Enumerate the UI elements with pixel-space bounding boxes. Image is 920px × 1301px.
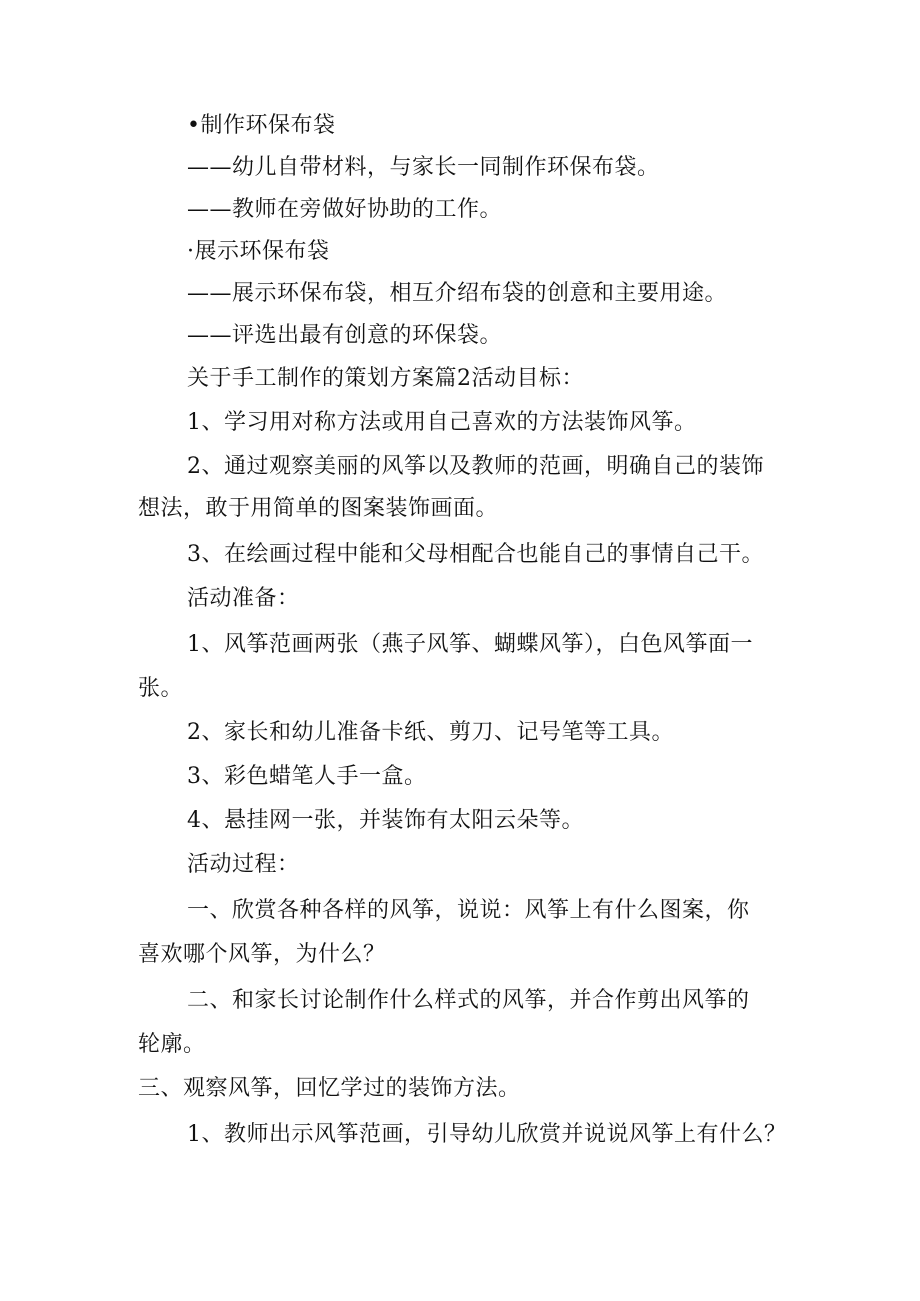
bullet-heading-make-bag: •制作环保布袋	[187, 113, 336, 138]
text-line: 轮廓。	[138, 1032, 206, 1057]
text-line: ——评选出最有创意的环保袋。	[187, 323, 503, 348]
text-line: 一、欣赏各种各样的风筝，说说：风筝上有什么图案，你	[187, 898, 750, 923]
text-line: 三、观察风筝，回忆学过的装饰方法。	[138, 1076, 521, 1101]
text-line: 2、通过观察美丽的风筝以及教师的范画，明确自己的装饰	[187, 454, 764, 479]
text-line: 想法，敢于用简单的图案装饰画面。	[138, 496, 499, 521]
subheading-process: 活动过程：	[187, 852, 300, 877]
text-line: 张。	[138, 676, 184, 701]
text-line: 2、家长和幼儿准备卡纸、剪刀、记号笔等工具。	[187, 720, 674, 745]
text-line: 喜欢哪个风筝，为什么？	[138, 942, 386, 967]
section-heading: 关于手工制作的策划方案篇2活动目标：	[187, 366, 584, 391]
text-line: ——幼儿自带材料，与家长一同制作环保布袋。	[187, 155, 660, 180]
text-line: ——教师在旁做好协助的工作。	[187, 197, 503, 222]
text-line: 3、彩色蜡笔人手一盒。	[187, 764, 427, 789]
text-line: 1、风筝范画两张（燕子风筝、蝴蝶风筝），白色风筝面一	[187, 632, 753, 657]
text-line: 1、教师出示风筝范画，引导幼儿欣赏并说说风筝上有什么？	[187, 1122, 787, 1147]
text-line: ——展示环保布袋，相互介绍布袋的创意和主要用途。	[187, 281, 728, 306]
text-line: 3、在绘画过程中能和父母相配合也能自己的事情自己干。	[187, 542, 764, 567]
subheading-preparation: 活动准备：	[187, 586, 300, 611]
text-line: 4、悬挂网一张，并装饰有太阳云朵等。	[187, 808, 584, 833]
bullet-heading-show-bag: ·展示环保布袋	[187, 239, 330, 264]
text-line: 二、和家长讨论制作什么样式的风筝，并合作剪出风筝的	[187, 988, 750, 1013]
text-line: 1、学习用对称方法或用自己喜欢的方法装饰风筝。	[187, 410, 697, 435]
